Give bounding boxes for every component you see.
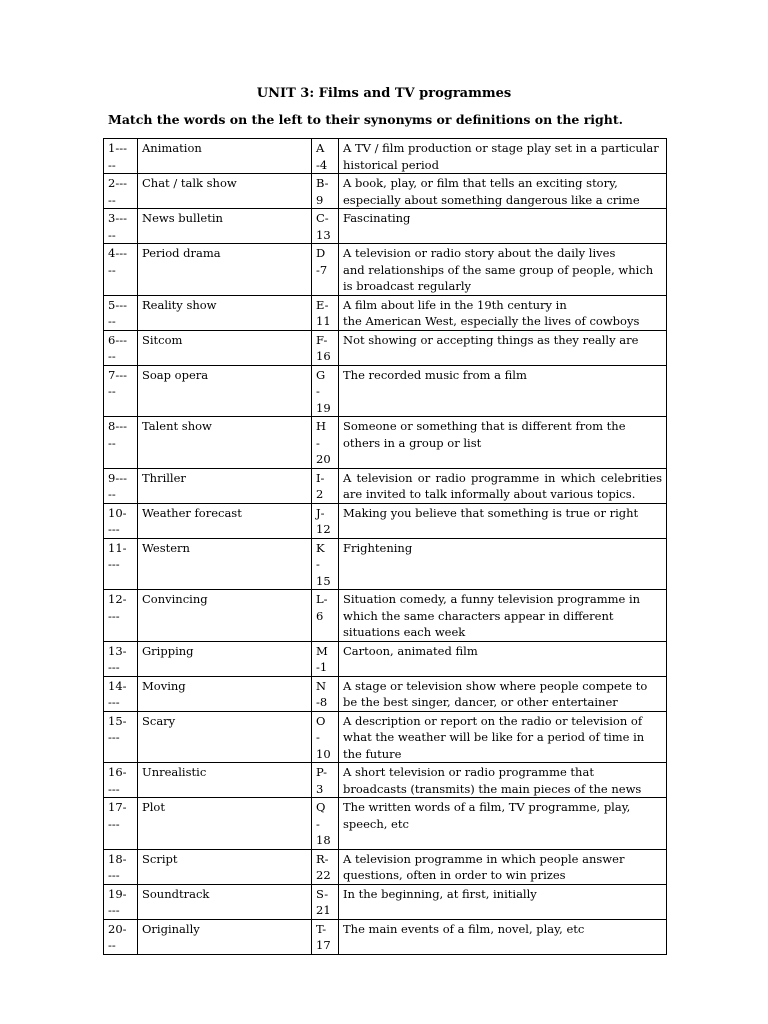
table-row <box>104 468 667 503</box>
term-cell: Plot <box>138 798 312 850</box>
term-cell: Animation <box>138 139 312 174</box>
table-row <box>104 139 667 174</box>
definition-cell: In the beginning, at first, initially <box>339 884 667 919</box>
instruction-text: Match the words on the left to their synonyms or definitions on the right. <box>108 112 624 127</box>
table-row <box>104 711 667 763</box>
term-cell: Thriller <box>138 468 312 503</box>
row-number: 9--- -- <box>104 468 138 503</box>
definition-cell: A TV / film production or stage play set in a particular historical period <box>339 139 667 174</box>
definition-cell: A description or report on the radio or television of what the weather will be like for a period of time in the future <box>339 711 667 763</box>
table-row <box>104 503 667 538</box>
row-number: 10- --- <box>104 503 138 538</box>
definition-cell: Someone or something that is different from the others in a group or list <box>339 417 667 469</box>
table-row <box>104 417 667 469</box>
row-number: 19- --- <box>104 884 138 919</box>
table-row <box>104 244 667 296</box>
answer-code: E- 11 <box>312 295 339 330</box>
definition-cell: A television or radio programme in which celebrities are invited to talk informally about various topics. <box>339 468 667 503</box>
term-cell: Weather forecast <box>138 503 312 538</box>
answer-code: B- 9 <box>312 174 339 209</box>
table-row <box>104 295 667 330</box>
row-number: 20- -- <box>104 919 138 954</box>
term-cell: Period drama <box>138 244 312 296</box>
row-number: 8--- -- <box>104 417 138 469</box>
definition-cell: A short television or radio programme that broadcasts (transmits) the main pieces of the news <box>339 763 667 798</box>
table-row <box>104 798 667 850</box>
table-row <box>104 330 667 365</box>
answer-code: G - 19 <box>312 365 339 417</box>
definition-cell: The main events of a film, novel, play, etc <box>339 919 667 954</box>
row-number: 16- --- <box>104 763 138 798</box>
term-cell: Chat / talk show <box>138 174 312 209</box>
answer-code: Q - 18 <box>312 798 339 850</box>
definition-cell: A book, play, or film that tells an exciting story, especially about something dangerous like a crime <box>339 174 667 209</box>
answer-code: N -8 <box>312 676 339 711</box>
row-number: 1--- -- <box>104 139 138 174</box>
definition-cell: Cartoon, animated film <box>339 641 667 676</box>
row-number: 2--- -- <box>104 174 138 209</box>
term-cell: Western <box>138 538 312 590</box>
term-cell: Sitcom <box>138 330 312 365</box>
matching-table-body <box>104 139 667 955</box>
row-number: 11- --- <box>104 538 138 590</box>
answer-code: C- 13 <box>312 209 339 244</box>
answer-code: I- 2 <box>312 468 339 503</box>
matching-table <box>103 138 667 955</box>
answer-code: D -7 <box>312 244 339 296</box>
answer-code: J- 12 <box>312 503 339 538</box>
table-row <box>104 641 667 676</box>
term-cell: Unrealistic <box>138 763 312 798</box>
row-number: 3--- -- <box>104 209 138 244</box>
answer-code: A -4 <box>312 139 339 174</box>
row-number: 6--- -- <box>104 330 138 365</box>
term-cell: Originally <box>138 919 312 954</box>
definition-cell: Not showing or accepting things as they really are <box>339 330 667 365</box>
row-number: 18- --- <box>104 849 138 884</box>
definition-cell: Making you believe that something is true or right <box>339 503 667 538</box>
row-number: 4--- -- <box>104 244 138 296</box>
answer-code: R- 22 <box>312 849 339 884</box>
definition-cell: A television or radio story about the daily lives and relationships of the same group of people, which is broadcast regularly <box>339 244 667 296</box>
term-cell: Soap opera <box>138 365 312 417</box>
term-cell: Script <box>138 849 312 884</box>
definition-cell: A television programme in which people answer questions, often in order to win prizes <box>339 849 667 884</box>
definition-cell: The written words of a film, TV programme, play, speech, etc <box>339 798 667 850</box>
table-row <box>104 676 667 711</box>
term-cell: Gripping <box>138 641 312 676</box>
row-number: 14- --- <box>104 676 138 711</box>
definition-cell: The recorded music from a film <box>339 365 667 417</box>
definition-cell: Fascinating <box>339 209 667 244</box>
page-title: UNIT 3: Films and TV programmes <box>256 86 512 101</box>
answer-code: S- 21 <box>312 884 339 919</box>
answer-code: L- 6 <box>312 590 339 642</box>
table-row <box>104 365 667 417</box>
table-row <box>104 538 667 590</box>
term-cell: Scary <box>138 711 312 763</box>
table-row <box>104 763 667 798</box>
row-number: 12- --- <box>104 590 138 642</box>
definition-cell: A stage or television show where people compete to be the best singer, dancer, or other entertainer <box>339 676 667 711</box>
row-number: 15- --- <box>104 711 138 763</box>
term-cell: Convincing <box>138 590 312 642</box>
term-cell: Soundtrack <box>138 884 312 919</box>
answer-code: T- 17 <box>312 919 339 954</box>
table-row <box>104 590 667 642</box>
table-row <box>104 919 667 954</box>
answer-code: O - 10 <box>312 711 339 763</box>
definition-cell: A film about life in the 19th century in the American West, especially the lives of cowboys <box>339 295 667 330</box>
row-number: 17- --- <box>104 798 138 850</box>
answer-code: P- 3 <box>312 763 339 798</box>
row-number: 7--- -- <box>104 365 138 417</box>
term-cell: Reality show <box>138 295 312 330</box>
table-row <box>104 209 667 244</box>
answer-code: F- 16 <box>312 330 339 365</box>
row-number: 13- --- <box>104 641 138 676</box>
table-row <box>104 174 667 209</box>
definition-cell: Situation comedy, a funny television programme in which the same characters appear in different situations each week <box>339 590 667 642</box>
term-cell: Talent show <box>138 417 312 469</box>
definition-cell: Frightening <box>339 538 667 590</box>
answer-code: K - 15 <box>312 538 339 590</box>
term-cell: Moving <box>138 676 312 711</box>
table-row <box>104 849 667 884</box>
term-cell: News bulletin <box>138 209 312 244</box>
table-row <box>104 884 667 919</box>
row-number: 5--- -- <box>104 295 138 330</box>
answer-code: M -1 <box>312 641 339 676</box>
answer-code: H - 20 <box>312 417 339 469</box>
